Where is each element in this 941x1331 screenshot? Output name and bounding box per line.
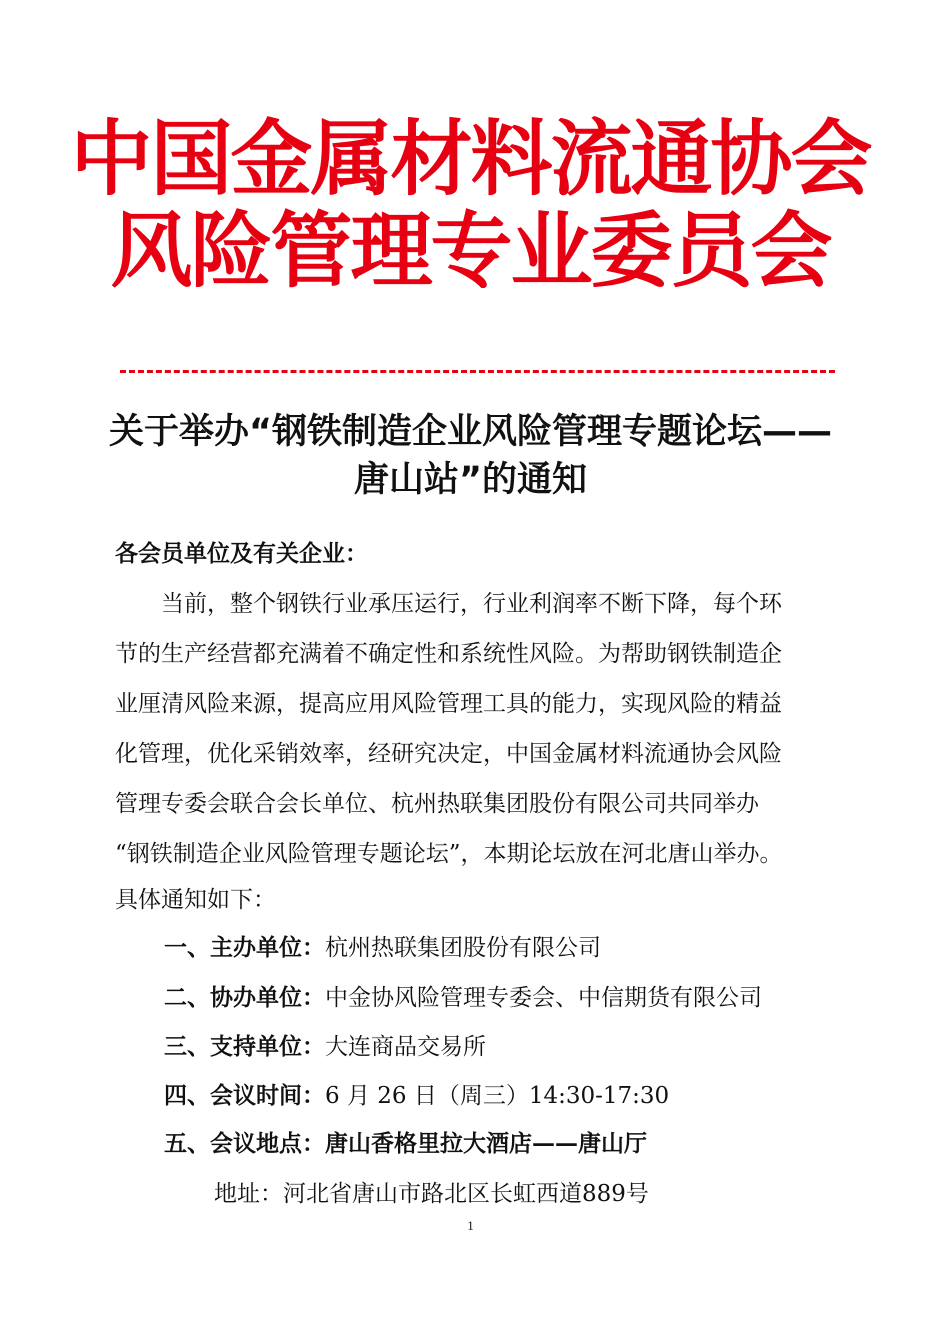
notice-title-line-1: 关于举办“钢铁制造企业风险管理专题论坛——	[108, 412, 832, 452]
item-value: 6 月 26 日（周三）14:30-17:30	[325, 1083, 670, 1109]
paragraph-line: “钢铁制造企业风险管理专题论坛”，本期论坛放在河北唐山举办。	[115, 841, 783, 867]
notice-title-line-2: 唐山站”的通知	[353, 460, 587, 500]
item-label: 五、会议地点：	[164, 1130, 325, 1157]
venue-address: 地址：河北省唐山市路北区长虹西道889号	[214, 1181, 649, 1207]
list-item-organizer	[164, 928, 601, 968]
list-item-meeting-venue	[164, 1124, 647, 1164]
red-header-divider	[120, 370, 835, 373]
paragraph-line: 节的生产经营都充满着不确定性和系统性风险。为帮助钢铁制造企	[115, 641, 782, 667]
item-label: 二、协办单位：	[164, 984, 325, 1011]
item-label: 一、主办单位：	[164, 934, 325, 961]
item-label: 四、会议时间：	[164, 1082, 325, 1109]
paragraph-line: 化管理，优化采销效率，经研究决定，中国金属材料流通协会风险	[115, 741, 782, 767]
organization-name-line-1: 中国金属材料流通协会	[70, 112, 871, 207]
item-value: 大连商品交易所	[325, 1034, 486, 1060]
item-value: 杭州热联集团股份有限公司	[325, 935, 601, 961]
paragraph-line: 业厘清风险来源，提高应用风险管理工具的能力，实现风险的精益	[115, 691, 782, 717]
list-item-supporter	[164, 1027, 486, 1067]
list-item-co-organizer	[164, 978, 762, 1018]
paragraph-line: 当前，整个钢铁行业承压运行，行业利润率不断下降，每个环	[115, 591, 782, 617]
organization-name-line-2: 风险管理专业委员会	[110, 204, 831, 299]
item-value: 唐山香格里拉大酒店——唐山厅	[325, 1130, 647, 1157]
item-value: 中金协风险管理专委会、中信期货有限公司	[325, 985, 762, 1011]
list-item-meeting-time	[164, 1076, 669, 1116]
page-number: 1	[467, 1218, 474, 1233]
paragraph-line: 具体通知如下：	[115, 887, 276, 913]
paragraph-line: 管理专委会联合会长单位、杭州热联集团股份有限公司共同举办	[115, 791, 759, 817]
item-label: 三、支持单位：	[164, 1033, 325, 1060]
salutation: 各会员单位及有关企业：	[115, 540, 368, 567]
